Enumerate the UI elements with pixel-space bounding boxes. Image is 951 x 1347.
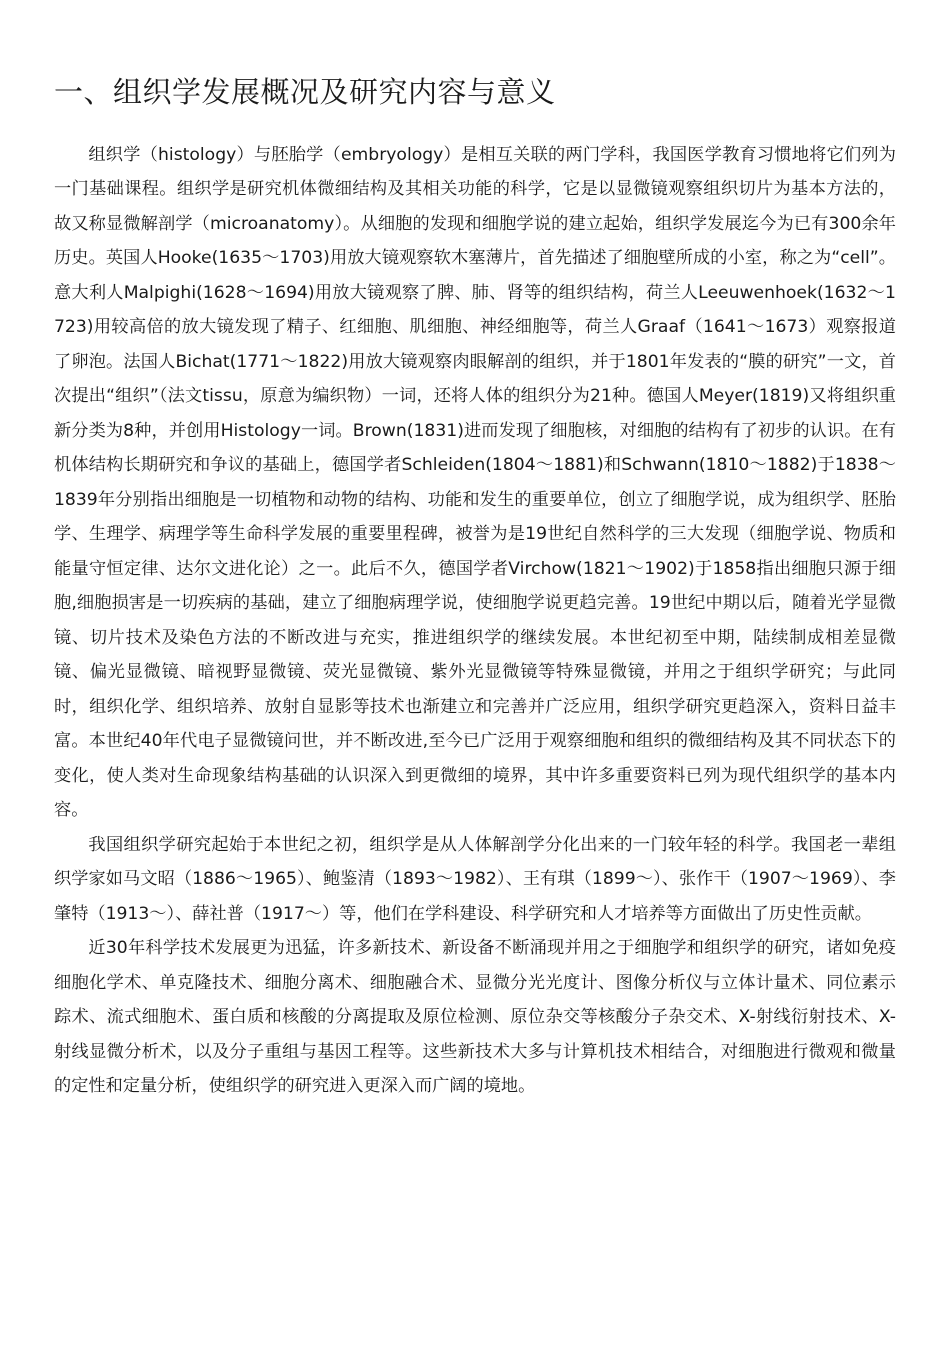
paragraph-china-research: 我国组织学研究起始于本世纪之初，组织学是从人体解剖学分化出来的一门较年轻的科学。我国老一辈组织学家如马文昭（1886～1965）、鲍鉴清（1893～1982）、王有琪（1899～）、张作干（1907～1969）、李肇特（1913～）、薛社普（1917～）等，他们在学科建设、科学研究和人才培养等方面做出了历史性贡献。 — [54, 834, 896, 924]
section-heading: 一、组织学发展概况及研究内容与意义 — [54, 75, 556, 109]
paragraph-modern-techniques: 近30年科学技术发展更为迅猛，许多新技术、新设备不断涌现并用之于细胞学和组织学的研究，诸如免疫细胞化学术、单克隆技术、细胞分离术、细胞融合术、显微分光光度计、图像分析仪与立体计量术、同位素示踪术、流式细胞术、蛋白质和核酸的分离提取及原位检测、原位杂交等核酸分子杂交术、X-射线衍射技术、X-射线显微分析术，以及分子重组与基因工程等。这些新技术大多与计算机技术相结合，对细胞进行微观和微量的定性和定量分析，使组织学的研究进入更深入而广阔的境地。 — [54, 938, 896, 1097]
paragraph-history: 组织学（histology）与胚胎学（embryology）是相互关联的两门学科，我国医学教育习惯地将它们列为一门基础课程。组织学是研究机体微细结构及其相关功能的科学，它是以显微镜观察组织切片为基本方法的，故又称显微解剖学（microanatomy）。从细胞的发现和细胞学说的建立起始，组织学发展迄今为已有300余年历史。英国人Hooke(1635～1703)用放大镜观察软木塞薄片，首先描述了细胞壁所成的小室，称之为“cell”。意大利人Malpighi(1628～1694)用放大镜观察了脾、肺、肾等的组织结构，荷兰人Leeuwenhoek(1632～1723)用较高倍的放大镜发现了精子、红细胞、肌细胞、神经细胞等，荷兰人Graaf（1641～1673）观察报道了卵泡。法国人Bichat(1771～1822)用放大镜观察肉眼解剖的组织，并于1801年发表的“膜的研究”一文，首次提出“组织”（法文tissu，原意为编织物）一词，还将人体的组织分为21种。德国人Meyer(1819)又将组织重新分类为8种，并创用Histology一词。Brown(1831)进而发现了细胞核，对细胞的结构有了初步的认识。在有机体结构长期研究和争议的基础上，德国学者Schleiden(1804～1881)和Schwann(1810～1882)于1838～1839年分别指出细胞是一切植物和动物的结构、功能和发生的重要单位，创立了细胞学说，成为组织学、胚胎学、生理学、病理学等生命科学发展的重要里程碑，被誉为是19世纪自然科学的三大发现（细胞学说、物质和能量守恒定律、达尔文进化论）之一。此后不久，德国学者Virchow(1821～1902)于1858指出细胞只源于细胞,细胞损害是一切疾病的基础，建立了细胞病理学说，使细胞学说更趋完善。19世纪中期以后，随着光学显微镜、切片技术及染色方法的不断改进与充实，推进组织学的继续发展。本世纪初至中期，陆续制成相差显微镜、偏光显微镜、暗视野显微镜、荧光显微镜、紫外光显微镜等特殊显微镜，并用之于组织学研究；与此同时，组织化学、组织培养、放射自显影等技术也渐建立和完善并广泛应用，组织学研究更趋深入，资料日益丰富。本世纪40年代电子显微镜问世，并不断改进,至今已广泛用于观察细胞和组织的微细结构及其不同状态下的变化，使人类对生命现象结构基础的认识深入到更微细的境界，其中许多重要资料已列为现代组织学的基本内容。 — [54, 144, 896, 821]
document-page — [54, 74, 896, 1104]
